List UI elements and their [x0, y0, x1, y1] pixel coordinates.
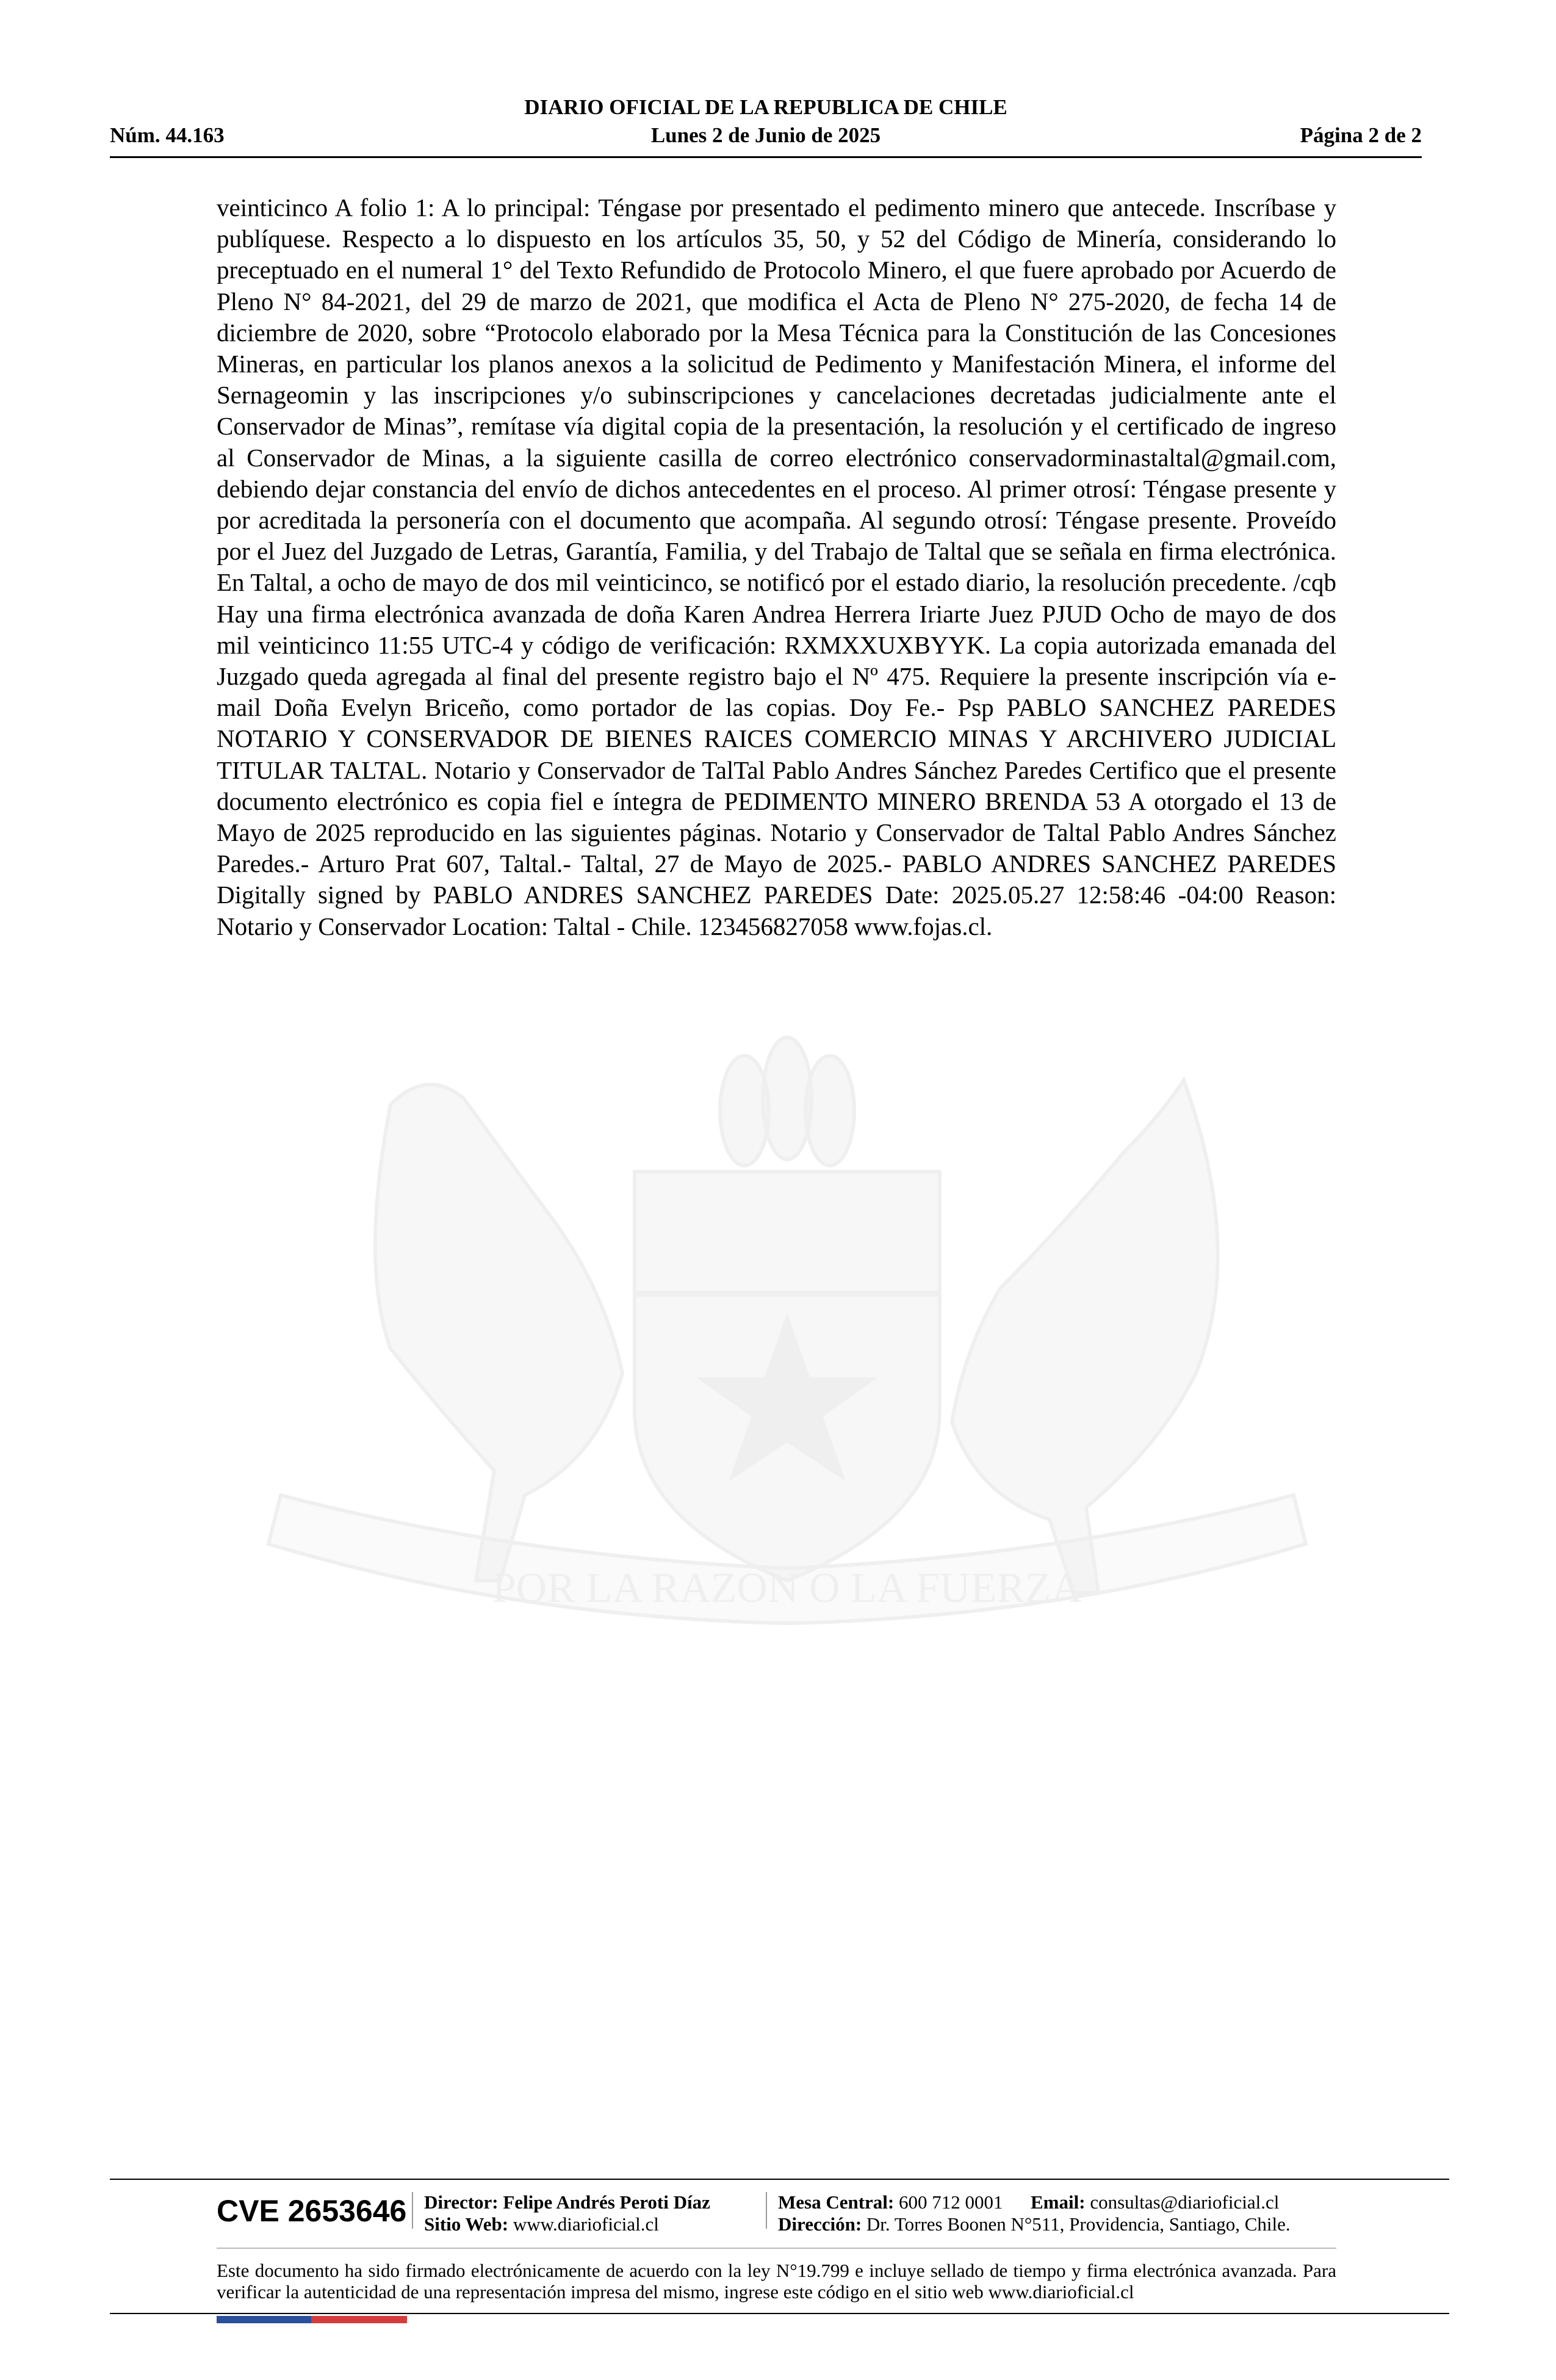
website-line: [424, 2213, 659, 2235]
footer-separator: [412, 2192, 413, 2229]
director-label: Director:: [424, 2191, 499, 2213]
header-divider: [110, 156, 1422, 158]
cve-code: CVE 2653646: [217, 2194, 407, 2228]
email-label: Email:: [1031, 2191, 1086, 2213]
address-value: Dr. Torres Boonen N°511, Providencia, Santiago, Chile.: [866, 2213, 1291, 2235]
page-number: Página 2 de 2: [1300, 123, 1422, 147]
watermark-motto: POR LA RAZON O LA FUERZA: [492, 1565, 1082, 1612]
mesa-central-line: [778, 2191, 1279, 2213]
issue-date: Lunes 2 de Junio de 2025: [650, 123, 881, 147]
address-label: Dirección:: [778, 2213, 862, 2235]
footer-bottom-divider: [110, 2313, 1449, 2314]
mesa-central-value: 600 712 0001: [899, 2191, 1003, 2213]
mesa-central-label: Mesa Central:: [778, 2191, 895, 2213]
footer-mid-divider: [217, 2248, 1336, 2249]
flag-stripe-blue: [217, 2316, 311, 2323]
website-label: Sitio Web:: [424, 2213, 509, 2235]
page-header: [110, 93, 1422, 154]
newspaper-title: DIARIO OFICIAL DE LA REPUBLICA DE CHILE: [524, 95, 1007, 119]
legal-notice: Este documento ha sido firmado electrónicamente de acuerdo con la ley N°19.799 e incluye sellado de tiempo y firma electrónica avanzada. Para verificar la autenticidad de una representación impresa del mismo, ingrese este código en el sitio web www.diarioficial.cl: [217, 2260, 1336, 2302]
email-value: consultas@diarioficial.cl: [1090, 2191, 1280, 2213]
footer-top-divider: [110, 2179, 1449, 2180]
footer-separator: [766, 2192, 767, 2229]
address-line: [778, 2213, 1291, 2235]
director-line: [424, 2191, 710, 2213]
issue-number: Núm. 44.163: [110, 123, 225, 147]
document-body: veinticinco A folio 1: A lo principal: Téngase por presentado el pedimento minero que antecede. Inscríbase y publíquese. Respecto a lo dispuesto en los artículos 35, 50, y 52 del Código de Minería, considerando lo preceptuado en el numeral 1° del Texto Refundido de Protocolo Minero, el que fuere aprobado por Acuerdo de Pleno N° 84-2021, del 29 de marzo de 2021, que modifica el Acta de Pleno N° 275-2020, de fecha 14 de diciembre de 2020, sobre “Protocolo elaborado por la Mesa Técnica para la Constitución de las Concesiones Mineras, en particular los planos anexos a la solicitud de Pedimento y Manifestación Minera, el informe del Sernageomin y las inscripciones y/o subinscripciones y cancelaciones decretadas judicialmente ante el Conservador de Minas”, remítase vía digital copia de la presentación, la resolución y el certificado de ingreso al Conservador de Minas, a la siguiente casilla de correo electrónico conservadorminastaltal@gmail.com, debiendo dejar constancia del envío de dichos antecedentes en el proceso. Al primer otrosí: Téngase presente y por acreditada la personería con el documento que acompaña. Al segundo otrosí: Téngase presente. Proveído por el Juez del Juzgado de Letras, Garantía, Familia, y del Trabajo de Taltal que se señala en firma electrónica. En Taltal, a ocho de mayo de dos mil veinticinco, se notificó por el estado diario, la resolución precedente. /cqb Hay una firma electrónica avanzada de doña Karen Andrea Herrera Iriarte Juez PJUD Ocho de mayo de dos mil veinticinco 11:55 UTC-4 y código de verificación: RXMXXUXBYYK. La copia autorizada emanada del Juzgado queda agregada al final del presente registro bajo el Nº 475. Requiere la presente inscripción vía e-mail Doña Evelyn Briceño, como portador de las copias. Doy Fe.- Psp PABLO SANCHEZ PAREDES NOTARIO Y CONSERVADOR DE BIENES RAICES COMERCIO MINAS Y ARCHIVERO JUDICIAL TITULAR TALTAL. Notario y Conservador de TalTal Pablo Andres Sánchez Paredes Certifico que el presente documento electrónico es copia fiel e íntegra de PEDIMENTO MINERO BRENDA 53 A otorgado el 13 de Mayo de 2025 reproducido en las siguientes páginas. Notario y Conservador de Taltal Pablo Andres Sánchez Paredes.- Arturo Prat 607, Taltal.- Taltal, 27 de Mayo de 2025.- PABLO ANDRES SANCHEZ PAREDES Digitally signed by PABLO ANDRES SANCHEZ PAREDES Date: 2025.05.27 12:58:46 -04:00 Reason: Notario y Conservador Location: Taltal - Chile. 123456827058 www.fojas.cl.: [217, 193, 1336, 940]
website-value: www.diarioficial.cl: [513, 2213, 659, 2235]
coat-of-arms-watermark: [207, 1031, 1367, 1678]
director-value: Felipe Andrés Peroti Díaz: [503, 2191, 710, 2213]
flag-stripe-red: [311, 2316, 407, 2323]
